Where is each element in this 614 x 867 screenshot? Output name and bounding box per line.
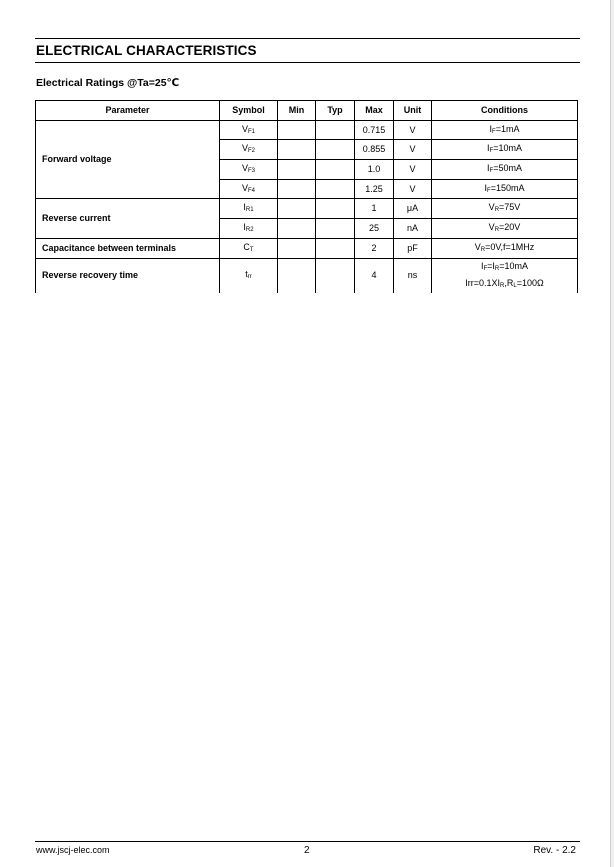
condition-text: =1mA [495,123,520,134]
symbol-subscript: R2 [245,226,254,233]
condition-subscript: F [483,265,488,272]
parameter-cell: Forward voltage [36,120,220,199]
max-cell: 1.0 [355,160,394,180]
min-cell [278,160,316,180]
typ-cell [316,160,355,180]
symbol-cell [220,238,278,258]
condition-text: I [487,162,490,173]
condition-text: =150mA [490,182,525,193]
min-cell [278,199,316,219]
min-cell [278,219,316,239]
condition-text: =0V,f=1MHz [485,241,535,252]
symbol-subscript: F2 [248,148,256,155]
symbol-letter: V [241,162,248,173]
condition-text: V [474,241,481,252]
condition-subscript: L [513,282,517,289]
condition-subscript: R [494,226,500,233]
header-symbol: Symbol [220,101,278,121]
symbol-letter: I [243,202,246,213]
symbol-cell [220,258,278,293]
condition-text: Irr=0.1XI [465,277,501,288]
max-cell: 1.25 [355,179,394,199]
symbol-subscript: R1 [245,207,254,214]
parameter-cell: Reverse recovery time [36,258,220,293]
footer-page-number: 2 [304,845,310,856]
symbol-subscript: F4 [248,187,256,194]
unit-cell: nA [394,219,432,239]
conditions-cell [432,199,578,219]
condition-text: I [480,260,484,271]
table-body [36,120,578,292]
table-header-row [36,101,578,121]
symbol-cell [220,199,278,219]
footer-rule [35,841,580,842]
condition-subscript: R [480,246,486,253]
unit-cell: pF [394,238,432,258]
symbol-subscript: T [249,246,254,253]
typ-cell [316,258,355,293]
footer-revision: Rev. - 2.2 [533,845,576,856]
symbol-subscript: F1 [248,128,256,135]
condition-text: I [487,143,490,154]
parameter-cell: Reverse current [36,199,220,238]
condition-subscript: F [489,167,494,174]
condition-subscript: F [487,187,491,194]
parameter-cell: Capacitance between terminals [36,238,220,258]
condition-text: =10mA [499,260,529,271]
symbol-subscript: F3 [248,167,256,174]
condition-subscript: F [489,148,494,155]
symbol-letter: V [241,143,248,154]
max-cell: 4 [355,258,394,293]
table-row [36,120,578,140]
condition-text: =10mA [493,143,522,154]
condition-subscript: R [494,207,500,214]
max-cell: 2 [355,238,394,258]
max-cell: 1 [355,199,394,219]
min-cell [278,140,316,160]
unit-cell: V [394,140,432,160]
header-max: Max [355,101,394,121]
condition-subscript: F [492,128,496,135]
footer-website: www.jscj-elec.com [36,845,110,855]
condition-text: ,R [504,277,514,288]
table-subtitle: Electrical Ratings @Ta=25℃ [36,77,180,89]
typ-cell [316,179,355,199]
condition-text: V [488,221,495,232]
symbol-cell [220,219,278,239]
conditions-cell [432,179,578,199]
symbol-letter: I [243,221,246,232]
max-cell: 25 [355,219,394,239]
unit-cell: ns [394,258,432,293]
section-title-rule [35,62,580,63]
condition-text: =100Ω [516,277,544,288]
unit-cell: μA [394,199,432,219]
symbol-letter: V [241,123,248,134]
condition-text: I [489,123,493,134]
condition-text: =75V [499,202,521,213]
condition-text: =I [487,260,495,271]
unit-cell: V [394,120,432,140]
header-typ: Typ [316,101,355,121]
min-cell [278,120,316,140]
symbol-cell [220,160,278,180]
unit-cell: V [394,160,432,180]
symbol-cell [220,179,278,199]
header-min: Min [278,101,316,121]
table-row [36,199,578,219]
condition-text: =50mA [493,162,522,173]
typ-cell [316,219,355,239]
conditions-cell [432,258,578,293]
symbol-letter: t [245,269,248,279]
electrical-ratings-table [35,100,578,293]
symbol-cell [220,120,278,140]
conditions-cell [432,120,578,140]
header-parameter: Parameter [36,101,220,121]
header-unit: Unit [394,101,432,121]
max-cell: 0.855 [355,140,394,160]
symbol-subscript: rr [247,274,252,280]
max-cell: 0.715 [355,120,394,140]
symbol-letter: V [241,182,248,193]
condition-text: =20V [499,221,521,232]
conditions-cell [432,219,578,239]
condition-subscript: R [494,265,500,272]
table-row [36,258,578,293]
section-title: ELECTRICAL CHARACTERISTICS [36,43,257,58]
condition-subscript: R [500,282,505,289]
table-row [36,238,578,258]
conditions-cell [432,238,578,258]
unit-cell: V [394,179,432,199]
header-rule [35,38,580,39]
conditions-cell [432,140,578,160]
conditions-cell [432,160,578,180]
symbol-cell [220,140,278,160]
symbol-letter: C [243,241,250,252]
typ-cell [316,238,355,258]
min-cell [278,258,316,293]
min-cell [278,238,316,258]
condition-text: V [488,202,495,213]
typ-cell [316,120,355,140]
typ-cell [316,199,355,219]
min-cell [278,179,316,199]
typ-cell [316,140,355,160]
header-conditions: Conditions [432,101,578,121]
condition-text: I [484,182,488,193]
